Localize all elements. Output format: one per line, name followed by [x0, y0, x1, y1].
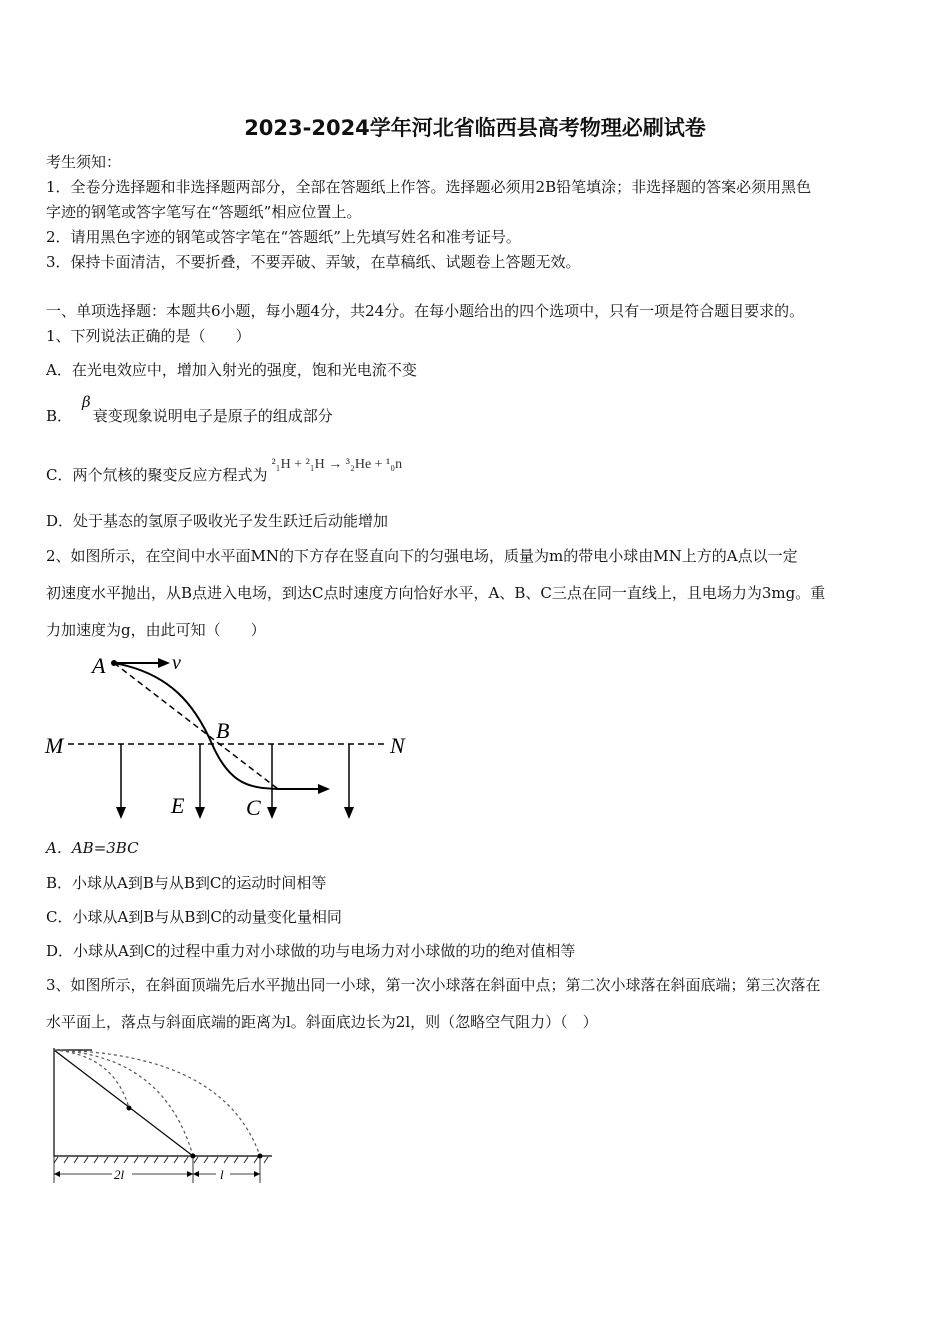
- notice-heading: 考生须知：: [46, 153, 122, 171]
- notice-item: 2．请用黑色字迹的钢笔或答字笔在“答题纸”上先填写姓名和准考证号。: [46, 228, 521, 246]
- q1-option-c-text: C．两个氘核的聚变反应方程式为: [46, 466, 268, 484]
- q1-option-b-prefix: B．: [46, 407, 73, 425]
- beta-symbol: β: [82, 393, 91, 411]
- fusion-equation: ²₁H + ²₁H → ³₂He + ¹₀n: [271, 457, 403, 472]
- figure-label-v: v: [172, 652, 181, 674]
- figure-label-base: 2l: [114, 1167, 125, 1182]
- q2-option-b: B．小球从A到B与从B到C的运动时间相等: [46, 874, 327, 892]
- figure-label-b: B: [216, 718, 230, 743]
- notice-item: 1．全卷分选择题和非选择题两部分，全部在答题纸上作答。选择题必须用2B铅笔填涂；非选择题的答案必须用黑色: [46, 178, 812, 196]
- q2-option-c: C．小球从A到B与从B到C的动量变化量相同: [46, 908, 342, 926]
- q1-option-d: D．处于基态的氢原子吸收光子发生跃迁后动能增加: [46, 512, 389, 530]
- exam-title: 2023-2024学年河北省临西县高考物理必刷试卷: [244, 116, 706, 140]
- section-heading: 一、单项选择题：本题共6小题，每小题4分，共24分。在每小题给出的四个选项中，只有一项是符合题目要求的。: [46, 302, 805, 320]
- q2-stem-line: 2、如图所示，在空间中水平面MN的下方存在竖直向下的匀强电场，质量为m的带电小球由MN上方的A点以一定: [46, 547, 798, 565]
- notice-item: 3．保持卡面清洁，不要折叠，不要弄破、弄皱，在草稿纸、试题卷上答题无效。: [46, 253, 581, 271]
- q1-option-c: [46, 457, 403, 487]
- q1-option-a: A．在光电效应中，增加入射光的强度，饱和光电流不变: [46, 361, 417, 379]
- q2-option-d: D．小球从A到C的过程中重力对小球做的功与电场力对小球做的功的绝对值相等: [46, 942, 576, 960]
- q1-option-b: [46, 393, 333, 426]
- q2-stem-line: 力加速度为g，由此可知（ ）: [46, 621, 266, 639]
- q3-stem-line: 水平面上，落点与斜面底端的距离为l。斜面底边长为2l，则（忽略空气阻力）（ ）: [46, 1013, 598, 1031]
- q1-stem: 1、下列说法正确的是（ ）: [46, 327, 251, 345]
- notice-item: 字迹的钢笔或答字笔写在“答题纸”相应位置上。: [46, 203, 362, 221]
- figure-label-c: C: [246, 795, 261, 820]
- q3-stem-line: 3、如图所示，在斜面顶端先后水平抛出同一小球，第一次小球落在斜面中点；第二次小球落在斜面底端；第三次落在: [46, 976, 821, 994]
- figure-label-a: A: [92, 653, 106, 678]
- figure-label-m: M: [45, 733, 64, 758]
- q2-figure: [40, 645, 420, 830]
- figure-label-n: N: [390, 733, 405, 758]
- figure-label-extra: l: [220, 1167, 224, 1182]
- q2-option-a: A．AB=3BC: [46, 839, 139, 857]
- q2-stem-line: 初速度水平抛出，从B点进入电场，到达C点时速度方向恰好水平，A、B、C三点在同一直线上，且电场力为3mg。重: [46, 584, 826, 602]
- figure-label-e: E: [171, 793, 185, 818]
- q3-figure: [44, 1043, 284, 1193]
- q1-option-b-text: 衰变现象说明电子是原子的组成部分: [92, 407, 333, 425]
